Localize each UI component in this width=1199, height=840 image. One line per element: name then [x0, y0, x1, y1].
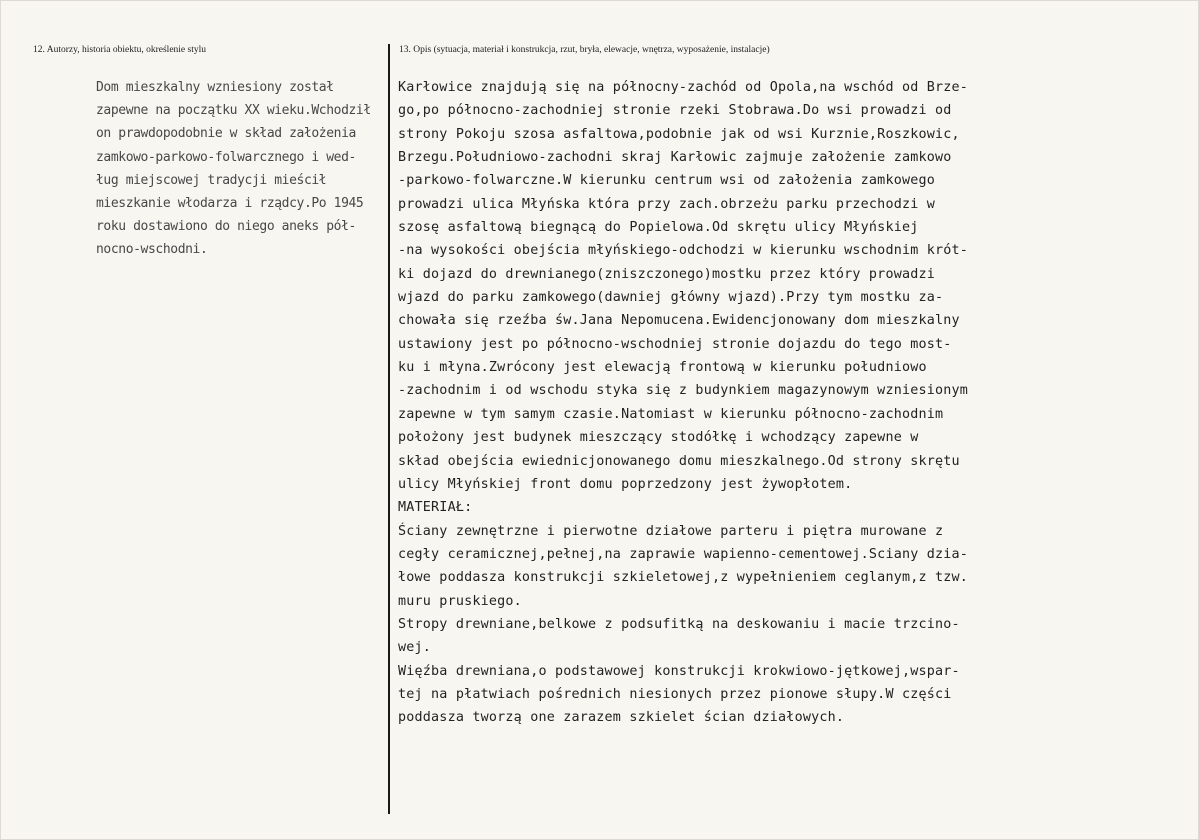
- text-line: roku dostawiono do niego aneks pół-: [96, 219, 356, 235]
- text-line: ki dojazd do drewnianego(zniszczonego)mostku przez który prowadzi: [398, 266, 936, 282]
- history-text: [96, 76, 392, 262]
- text-line: poddasza tworzą one zarazem szkielet ścian działowych.: [398, 710, 845, 726]
- text-line: położony jest budynek mieszczący stodółkę i wchodzący zapewne w: [398, 430, 919, 446]
- text-line: szosę asfaltową biegnącą do Popielowa.Od skrętu ulicy Młyńskiej: [398, 220, 919, 236]
- section-13-header: 13. Opis (sytuacja, materiał i konstrukcja, rzut, bryła, elewacje, wnętrza, wyposażenie, instalacje): [399, 45, 770, 55]
- text-line: nocno-wschodni.: [96, 242, 208, 258]
- text-line: ustawiony jest po północno-wschodniej stronie dojazdu do tego most-: [398, 336, 952, 352]
- text-line: -na wysokości obejścia młyńskiego-odchodzi w kierunku wschodnim krót-: [398, 243, 969, 259]
- text-line: Karłowice znajdują się na północny-zachód od Opola,na wschód od Brze-: [398, 80, 969, 95]
- text-line: tej na płatwiach pośrednich niesionych przez pionowe słupy.W części: [398, 686, 952, 702]
- text-line: Stropy drewniane,belkowe z podsufitką na deskowaniu i macie trzcino-: [398, 616, 960, 632]
- section-12-header: 12. Autorzy, historia obiektu, określenie stylu: [33, 45, 206, 55]
- text-line: ług miejscowej tradycji mieścił: [96, 172, 327, 188]
- text-line: Więźba drewniana,o podstawowej konstrukcji krokwiowo-jętkowej,wspar-: [398, 663, 960, 679]
- text-line: prowadzi ulica Młyńska która przy zach.obrzeżu parku przechodzi w: [398, 196, 936, 212]
- text-line: on prawdopodobnie w skład założenia: [96, 126, 356, 142]
- text-line: wjazd do parku zamkowego(dawniej główny wjazd).Przy tym mostku za-: [398, 290, 944, 306]
- text-line: zapewne na początku XX wieku.Wchodził: [96, 103, 371, 119]
- text-line: ulicy Młyńskiej front domu poprzedzony jest żywopłotem.: [398, 476, 853, 492]
- text-line: skład obejścia ewiednicjonowanego domu mieszkalnego.Od strony skrętu: [398, 453, 960, 469]
- text-line: wej.: [398, 640, 432, 656]
- text-line: zapewne w tym samym czasie.Natomiast w kierunku północno-zachodnim: [398, 406, 944, 422]
- description-text: [398, 76, 1178, 730]
- text-line: muru pruskiego.: [398, 593, 522, 609]
- text-line: chowała się rzeźba św.Jana Nepomucena.Ewidencjonowany dom mieszkalny: [398, 313, 960, 329]
- text-line: -zachodnim i od wschodu styka się z budynkiem magazynowym wzniesionym: [398, 383, 969, 399]
- section-heading-material: MATERIAŁ:: [398, 500, 473, 516]
- text-line: Brzegu.Południowo-zachodni skraj Karłowic zajmuje założenie zamkowo: [398, 150, 952, 166]
- text-line: -parkowo-folwarczne.W kierunku centrum wsi od założenia zamkowego: [398, 173, 936, 189]
- text-line: Dom mieszkalny wzniesiony został: [96, 80, 334, 95]
- text-line: mieszkanie włodarza i rządcy.Po 1945: [96, 196, 364, 212]
- text-line: łowe poddasza konstrukcji szkieletowej,z wypełnieniem ceglanym,z tzw.: [398, 570, 969, 586]
- text-line: zamkowo-parkowo-folwarcznego i wed-: [96, 149, 356, 165]
- text-line: strony Pokoju szosa asfaltowa,podobnie jak od wsi Kurznie,Roszkowic,: [398, 126, 960, 142]
- text-line: Ściany zewnętrzne i pierwotne działowe parteru i piętra murowane z: [398, 523, 944, 539]
- text-line: ku i młyna.Zwrócony jest elewacją frontową w kierunku południowo: [398, 360, 927, 376]
- text-line: go,po północno-zachodniej stronie rzeki Stobrawa.Do wsi prowadzi od: [398, 103, 952, 119]
- text-line: cegły ceramicznej,pełnej,na zaprawie wapienno-cementowej.Sciany dzia-: [398, 546, 969, 562]
